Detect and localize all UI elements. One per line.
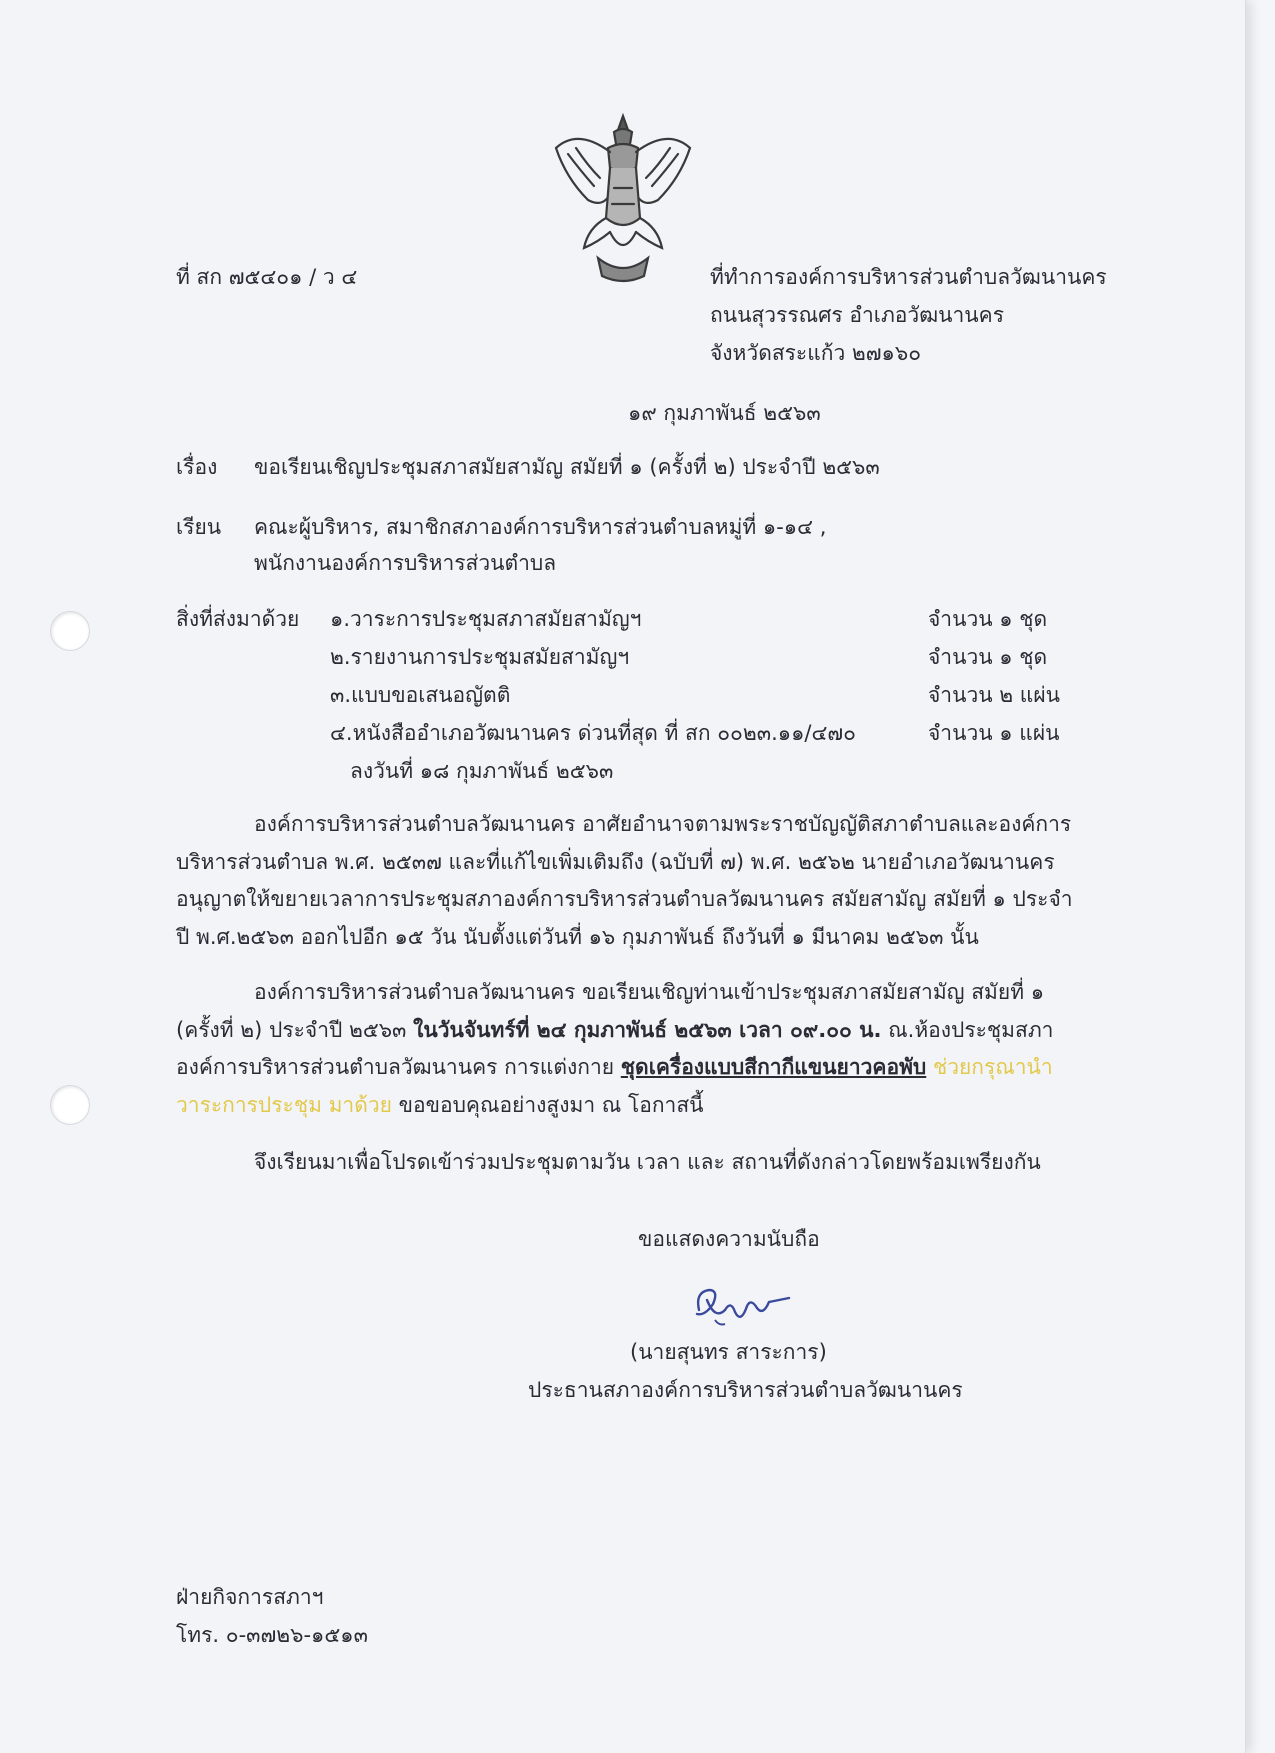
address-line-1: ที่ทำการองค์การบริหารส่วนตำบลวัฒนานคร [710, 265, 1107, 289]
paragraph-2-text-a: องค์การบริหารส่วนตำบลวัฒนานคร ขอเรียนเชิญท่านเข้าประชุมสภาสมัยสามัญ สมัยที่ ๑ (ครั้งที่ ๒) ประจำปี ๒๕๖๓ [176, 980, 1045, 1042]
enclosure-item-1: ๑.วาระการประชุมสภาสมัยสามัญฯ [330, 607, 642, 631]
paragraph-2-text-b: ณ.ห้องประชุมสภาองค์การบริหารส่วนตำบลวัฒนานคร การแต่งกาย [176, 1017, 1054, 1079]
paragraph-3: จึงเรียนมาเพื่อโปรดเข้าร่วมประชุมตามวัน เวลา และ สถานที่ดังกล่าวโดยพร้อมเพรียงกัน [254, 1150, 1041, 1174]
reference-number: ที่ สก ๗๕๔๐๑ / ว ๔ [176, 265, 358, 289]
signer-title: ประธานสภาองค์การบริหารส่วนตำบลวัฒนานคร [528, 1378, 963, 1402]
paragraph-1 [176, 806, 1084, 956]
dress-code: ชุดเครื่องแบบสีกากีแขนยาวคอพับ [620, 1055, 927, 1079]
paragraph-1-text: องค์การบริหารส่วนตำบลวัฒนานคร อาศัยอำนาจตามพระราชบัญญัติสภาตำบลและองค์การบริหารส่วนตำบล พ.ศ. ๒๕๓๗ และที่แก้ไขเพิ่มเติมถึง (ฉบับที่ ๗) พ.ศ. ๒๕๖๒ นายอำเภอวัฒนานคร อนุญาตให้ขยายเวลาการประชุมสภาองค์การบริหารส่วนตำบลวัฒนานคร สมัยสามัญ สมัยที่ ๑ ประจำปี พ.ศ.๒๕๖๓ ออกไปอีก ๑๕ วัน นับตั้งแต่วันที่ ๑๖ กุมภาพันธ์ ถึงวันที่ ๑ มีนาคม ๒๕๖๓ นั้น [176, 812, 1073, 949]
enclosure-qty-4: จำนวน ๑ แผ่น [928, 721, 1060, 745]
recipient-line-1: คณะผู้บริหาร, สมาชิกสภาองค์การบริหารส่วนตำบลหมู่ที่ ๑-๑๔ , [254, 515, 827, 539]
enclosure-item-2: ๒.รายงานการประชุมสมัยสามัญฯ [330, 645, 630, 669]
recipient-label: เรียน [176, 515, 222, 539]
closing: ขอแสดงความนับถือ [638, 1227, 820, 1251]
enclosure-item-4: ๔.หนังสืออำเภอวัฒนานคร ด่วนที่สุด ที่ สก ๐๐๒๓.๑๑/๔๗๐ [330, 721, 856, 745]
subject-label: เรื่อง [176, 455, 218, 479]
enclosure-qty-1: จำนวน ๑ ชุด [928, 607, 1048, 631]
address-line-2: ถนนสุวรรณศร อำเภอวัฒนานคร [710, 303, 1004, 327]
signer-name: (นายสุนทร สาระการ) [630, 1340, 827, 1364]
enclosure-item-3: ๓.แบบขอเสนอญัตติ [330, 683, 511, 707]
subject-text: ขอเรียนเชิญประชุมสภาสมัยสามัญ สมัยที่ ๑ (ครั้งที่ ๒) ประจำปี ๒๕๖๓ [254, 455, 880, 479]
department: ฝ่ายกิจการสภาฯ [176, 1585, 324, 1609]
highlighted-request: ช่วยกรุณานำวาระการประชุม มาด้วย [176, 1055, 1053, 1117]
telephone: โทร. ๐-๓๗๒๖-๑๕๑๓ [176, 1623, 368, 1647]
enclosure-qty-2: จำนวน ๑ ชุด [928, 645, 1048, 669]
paragraph-2-text-c: ขอขอบคุณอย่างสูงมา ณ โอกาสนี้ [391, 1092, 704, 1117]
punch-hole-bottom [50, 1085, 90, 1125]
enclosures-label: สิ่งที่ส่งมาด้วย [176, 607, 300, 631]
meeting-date-time: ในวันจันทร์ที่ ๒๔ กุมภาพันธ์ ๒๕๖๓ เวลา ๐๙.๐๐ น. [413, 1017, 882, 1042]
signature-icon [685, 1280, 805, 1330]
paragraph-2 [176, 974, 1084, 1124]
address-line-3: จังหวัดสระแก้ว ๒๗๑๖๐ [710, 341, 922, 365]
recipient-line-2: พนักงานองค์การบริหารส่วนตำบล [254, 551, 557, 575]
enclosure-qty-3: จำนวน ๒ แผ่น [928, 683, 1060, 707]
enclosure-item-4-continued: ลงวันที่ ๑๘ กุมภาพันธ์ ๒๕๖๓ [350, 759, 614, 783]
letter-date: ๑๙ กุมภาพันธ์ ๒๕๖๓ [628, 401, 821, 425]
punch-hole-top [50, 611, 90, 651]
garuda-emblem-icon [548, 108, 698, 288]
